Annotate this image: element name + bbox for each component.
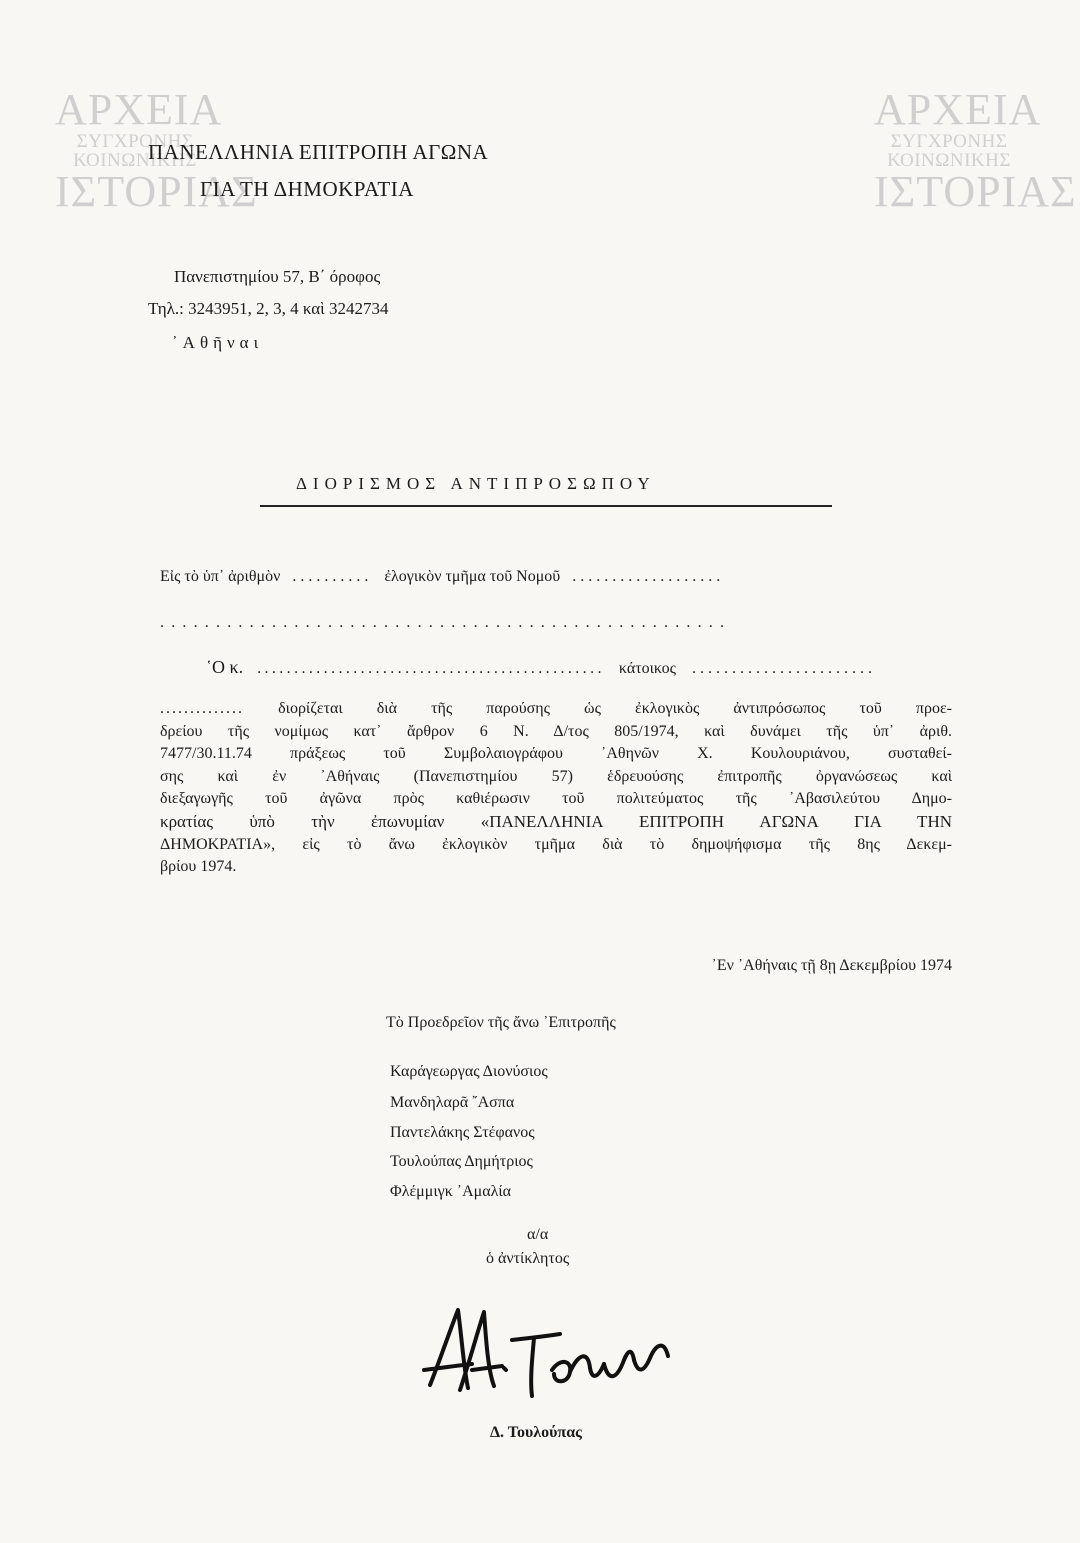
residence-blank: .......................: [691, 660, 876, 677]
signer-name: Δ. Τουλούπας: [490, 1424, 582, 1441]
organization-name-line1: ΠΑΝΕΛΛΗΝΙΑ ΕΠΙΤΡΟΠΗ ΑΓΩΝΑ: [148, 140, 489, 164]
prefecture-blank: ...................: [572, 568, 725, 585]
watermark-line: ΙΣΤΟΡΙΑΣ: [874, 167, 1077, 216]
resident-label: κάτοικος: [618, 660, 676, 677]
person-label: ῾Ο κ.: [206, 657, 244, 677]
handwritten-signature: [420, 1300, 680, 1410]
presidium-member: Καράγεωργας Διονύσιος: [390, 1063, 548, 1080]
paragraph-blank: ..............: [160, 700, 244, 717]
paragraph-line: κρατίας ὑπὸ τὴν ἐπωνυμίαν «ΠΑΝΕΛΛΗΝΙΑ ΕΠΙΤΡΟΠΗ ΑΓΩΝΑ ΓΙΑ ΤΗΝ: [160, 811, 952, 831]
watermark-line: ΑΡΧΕΙΑ: [874, 85, 1042, 134]
watermark-line: ΑΡΧΕΙΑ: [55, 85, 223, 134]
form-line-continuation: . . . . . . . . . . . . . . . . . . . . . . . . . . . . . . . . . . . . . . . . . . . . . . . . . . .: [160, 614, 726, 631]
watermark-line: ΚΟΙΝΩΝΙΚΗΣ: [887, 150, 1011, 171]
paragraph-line: δρείου τῆς νομίμως κατ᾿ ἄρθρον 6 Ν. Δ/τος 805/1974, καὶ δυνάμει τῆς ὑπ᾿ ἀριθ.: [160, 722, 952, 740]
phone-line: Τηλ.: 3243951, 2, 3, 4 καὶ 3242734: [148, 299, 389, 318]
organization-name-line2: ΓΙΑ ΤΗ ΔΗΜΟΚΡΑΤΙΑ: [200, 177, 414, 201]
alternate-label: ὁ ἀντίκλητος: [486, 1250, 570, 1267]
paragraph-line: .............. διορίζεται διὰ τῆς παρούσης ὡς ἐκλογικὸς ἀντιπρόσωπος τοῦ προε-: [160, 700, 953, 717]
city-line: ᾿Αθῆναι: [172, 333, 264, 352]
watermark-line: ΣΥΓΧΡΟΝΗΣ: [76, 131, 194, 152]
presidium-member: Τουλούπας Δημήτριος: [390, 1153, 533, 1170]
paragraph-line: 7477/30.11.74 πράξεως τοῦ Συμβολαιογράφου ᾿Αθηνῶν Χ. Κουλουριάνου, συσταθεί-: [160, 745, 952, 763]
presidium-heading: Τὸ Προεδρεῖον τῆς ἄνω ᾿Επιτροπῆς: [386, 1014, 616, 1031]
title-underline: [260, 505, 832, 507]
archive-watermark-right: [874, 85, 1077, 216]
presidium-member: Παντελάκης Στέφανος: [390, 1124, 535, 1141]
address-line: Πανεπιστημίου 57, Β΄ όροφος: [174, 267, 381, 286]
prefecture-label: ἐλογικὸν τμῆμα τοῦ Νομοῦ: [384, 568, 561, 585]
paragraph-line: ΔΗΜΟΚΡΑΤΙΑ», εἰς τὸ ἄνω ἐκλογικὸν τμῆμα διὰ τὸ δημοψήφισμα τῆς 8ης Δεκεμ-: [160, 835, 952, 853]
on-behalf-label: α/α: [527, 1226, 549, 1243]
watermark-line: ΚΟΙΝΩΝΙΚΗΣ: [73, 150, 197, 171]
paragraph-line: διεξαγωγῆς τοῦ ἀγῶνα πρὸς καθιέρωσιν τοῦ πολιτεύματος τῆς ᾿Αβασιλεύτου Δημο-: [160, 790, 952, 808]
document-title: ΔΙΟΡΙΣΜΟΣ ΑΝΤΙΠΡΟΣΩΠΟΥ: [296, 474, 656, 493]
paragraph-line: σης καὶ ἐν ᾿Αθήναις (Πανεπιστημίου 57) ἑδρευούσης ἐπιτροπῆς ὀργανώσεως καὶ: [160, 767, 952, 785]
form-line-person: [206, 657, 876, 678]
watermark-line: ΙΣΤΟΡΙΑΣ: [55, 167, 258, 216]
person-name-blank: ...............................................: [257, 660, 605, 677]
district-label: Εἰς τὸ ὑπ᾿ ἀριθμὸν: [160, 568, 281, 585]
paragraph-line: βρίου 1974.: [160, 858, 237, 876]
presidium-member: Φλέμμιγκ ᾿Αμαλία: [390, 1183, 512, 1200]
appointment-paragraph: [160, 698, 952, 879]
form-line-district: [160, 568, 724, 586]
district-number-blank: ..........: [292, 568, 373, 585]
watermark-line: ΣΥΓΧΡΟΝΗΣ: [890, 131, 1008, 152]
date-line: ᾿Εν ᾿Αθήναις τῇ 8ῃ Δεκεμβρίου 1974: [711, 957, 952, 974]
presidium-member: Μανδηλαρᾶ ῎Ασπα: [390, 1094, 515, 1111]
